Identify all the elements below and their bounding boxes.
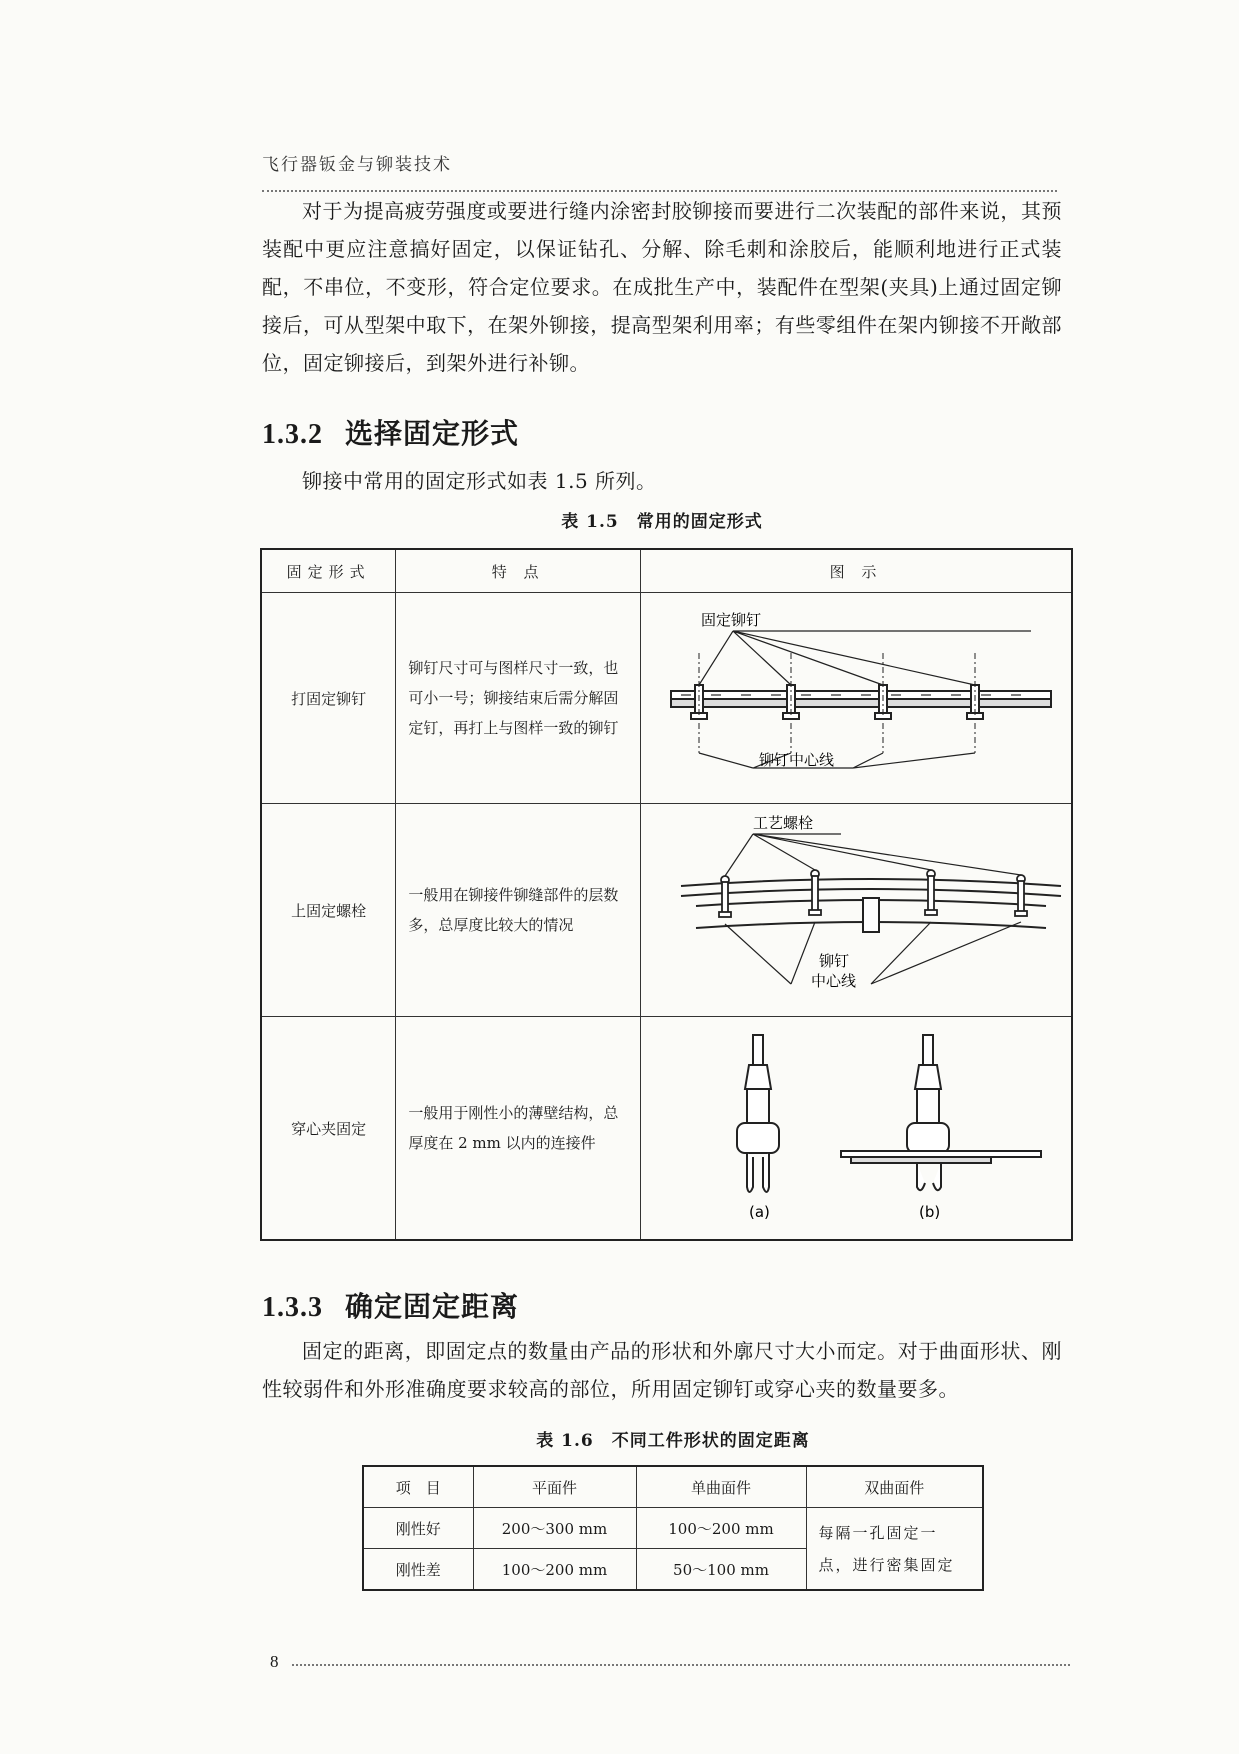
- label-centerline: 中心线: [811, 972, 857, 990]
- section-1-3-3-text: [262, 1332, 1062, 1408]
- section-heading-1-3-2: [262, 412, 519, 452]
- label-rivet: 铆钉: [819, 952, 850, 970]
- figure-cell: [641, 1017, 1073, 1241]
- section-1-3-3-paragraph: 固定的距离，即固定点的数量由产品的形状和外廓尺寸大小而定。对于曲面形状、刚性较弱件和外形准确度要求较高的部位，所用固定铆钉或穿心夹的数量要多。: [262, 1339, 1062, 1401]
- feature-cell: 一般用在铆接件铆缝部件的层数多，总厚度比较大的情况: [396, 804, 641, 1017]
- section-number: 1.3.3: [262, 1292, 323, 1323]
- section-heading-1-3-3: [262, 1285, 519, 1325]
- table-1-6: [362, 1465, 984, 1591]
- table-1-5: [260, 548, 1073, 1241]
- section-1-3-2-text: [262, 462, 1062, 500]
- section-number: 1.3.2: [262, 419, 323, 450]
- table-row: [363, 1508, 983, 1549]
- table-header-item: 项 目: [363, 1466, 473, 1508]
- table-row: [261, 804, 1072, 1017]
- cleco-fastener-icon: [737, 1035, 779, 1192]
- running-header: 飞行器钣金与铆装技术: [262, 155, 452, 175]
- section-title: 选择固定形式: [345, 417, 520, 450]
- form-cell: 打固定铆钉: [261, 593, 396, 804]
- single-cell: 100～200 mm: [636, 1508, 806, 1549]
- section-title: 确定固定距离: [345, 1290, 520, 1323]
- bolt-fixing-diagram: [641, 804, 1071, 1012]
- flat-cell: 200～300 mm: [473, 1508, 636, 1549]
- table-header-figure: 图 示: [641, 549, 1073, 593]
- double-curved-cell: 每隔一孔固定一点，进行密集固定: [806, 1508, 983, 1591]
- form-cell: 穿心夹固定: [261, 1017, 396, 1241]
- table-row: [261, 593, 1072, 804]
- cleco-installed-icon: [841, 1035, 1041, 1190]
- table-row: [261, 1017, 1072, 1241]
- feature-cell: 铆钉尺寸可与图样尺寸一致，也可小一号；铆接结束后需分解固定钉，再打上与图样一致的铆钉: [396, 593, 641, 804]
- label-a: (a): [749, 1203, 770, 1221]
- table-1-6-caption: 表 1.6 不同工件形状的固定距离: [536, 1431, 810, 1451]
- label-process-bolt: 工艺螺栓: [753, 814, 814, 832]
- item-cell: 刚性差: [363, 1549, 473, 1591]
- table-header-form: 固定形式: [261, 549, 396, 593]
- feature-cell: 一般用于刚性小的薄壁结构，总厚度在 2 mm 以内的连接件: [396, 1017, 641, 1241]
- label-b: (b): [919, 1203, 941, 1221]
- table-header-feature: 特 点: [396, 549, 641, 593]
- cleco-fixing-diagram: [641, 1017, 1071, 1235]
- rivet-fixing-diagram: [641, 593, 1071, 799]
- table-1-5-caption: 表 1.5 常用的固定形式: [561, 512, 763, 532]
- table-header-flat: 平面件: [473, 1466, 636, 1508]
- flat-cell: 100～200 mm: [473, 1549, 636, 1591]
- page-number: 8: [270, 1652, 279, 1671]
- intro-text: 对于为提高疲劳强度或要进行缝内涂密封胶铆接而要进行二次装配的部件来说，其预装配中更应注意搞好固定，以保证钻孔、分解、除毛刺和涂胶后，能顺利地进行正式装配，不串位，不变形，符合定位要求。在成批生产中，装配件在型架(夹具)上通过固定铆接后，可从型架中取下，在架外铆接，提高型架利用率；有些零组件在架内铆接不开敞部位，固定铆接后，到架外进行补铆。: [262, 199, 1062, 375]
- intro-paragraph: [262, 192, 1062, 382]
- table-header-single: 单曲面件: [636, 1466, 806, 1508]
- label-fixing-rivet: 固定铆钉: [701, 611, 762, 629]
- single-cell: 50～100 mm: [636, 1549, 806, 1591]
- table-header-double: 双曲面件: [806, 1466, 983, 1508]
- label-rivet-centerline: 铆钉中心线: [759, 751, 835, 769]
- figure-cell: [641, 593, 1073, 804]
- form-cell: 上固定螺栓: [261, 804, 396, 1017]
- footer-divider: [292, 1664, 1070, 1666]
- section-1-3-2-sentence: 铆接中常用的固定形式如表 1.5 所列。: [302, 469, 657, 493]
- item-cell: 刚性好: [363, 1508, 473, 1549]
- figure-cell: [641, 804, 1073, 1017]
